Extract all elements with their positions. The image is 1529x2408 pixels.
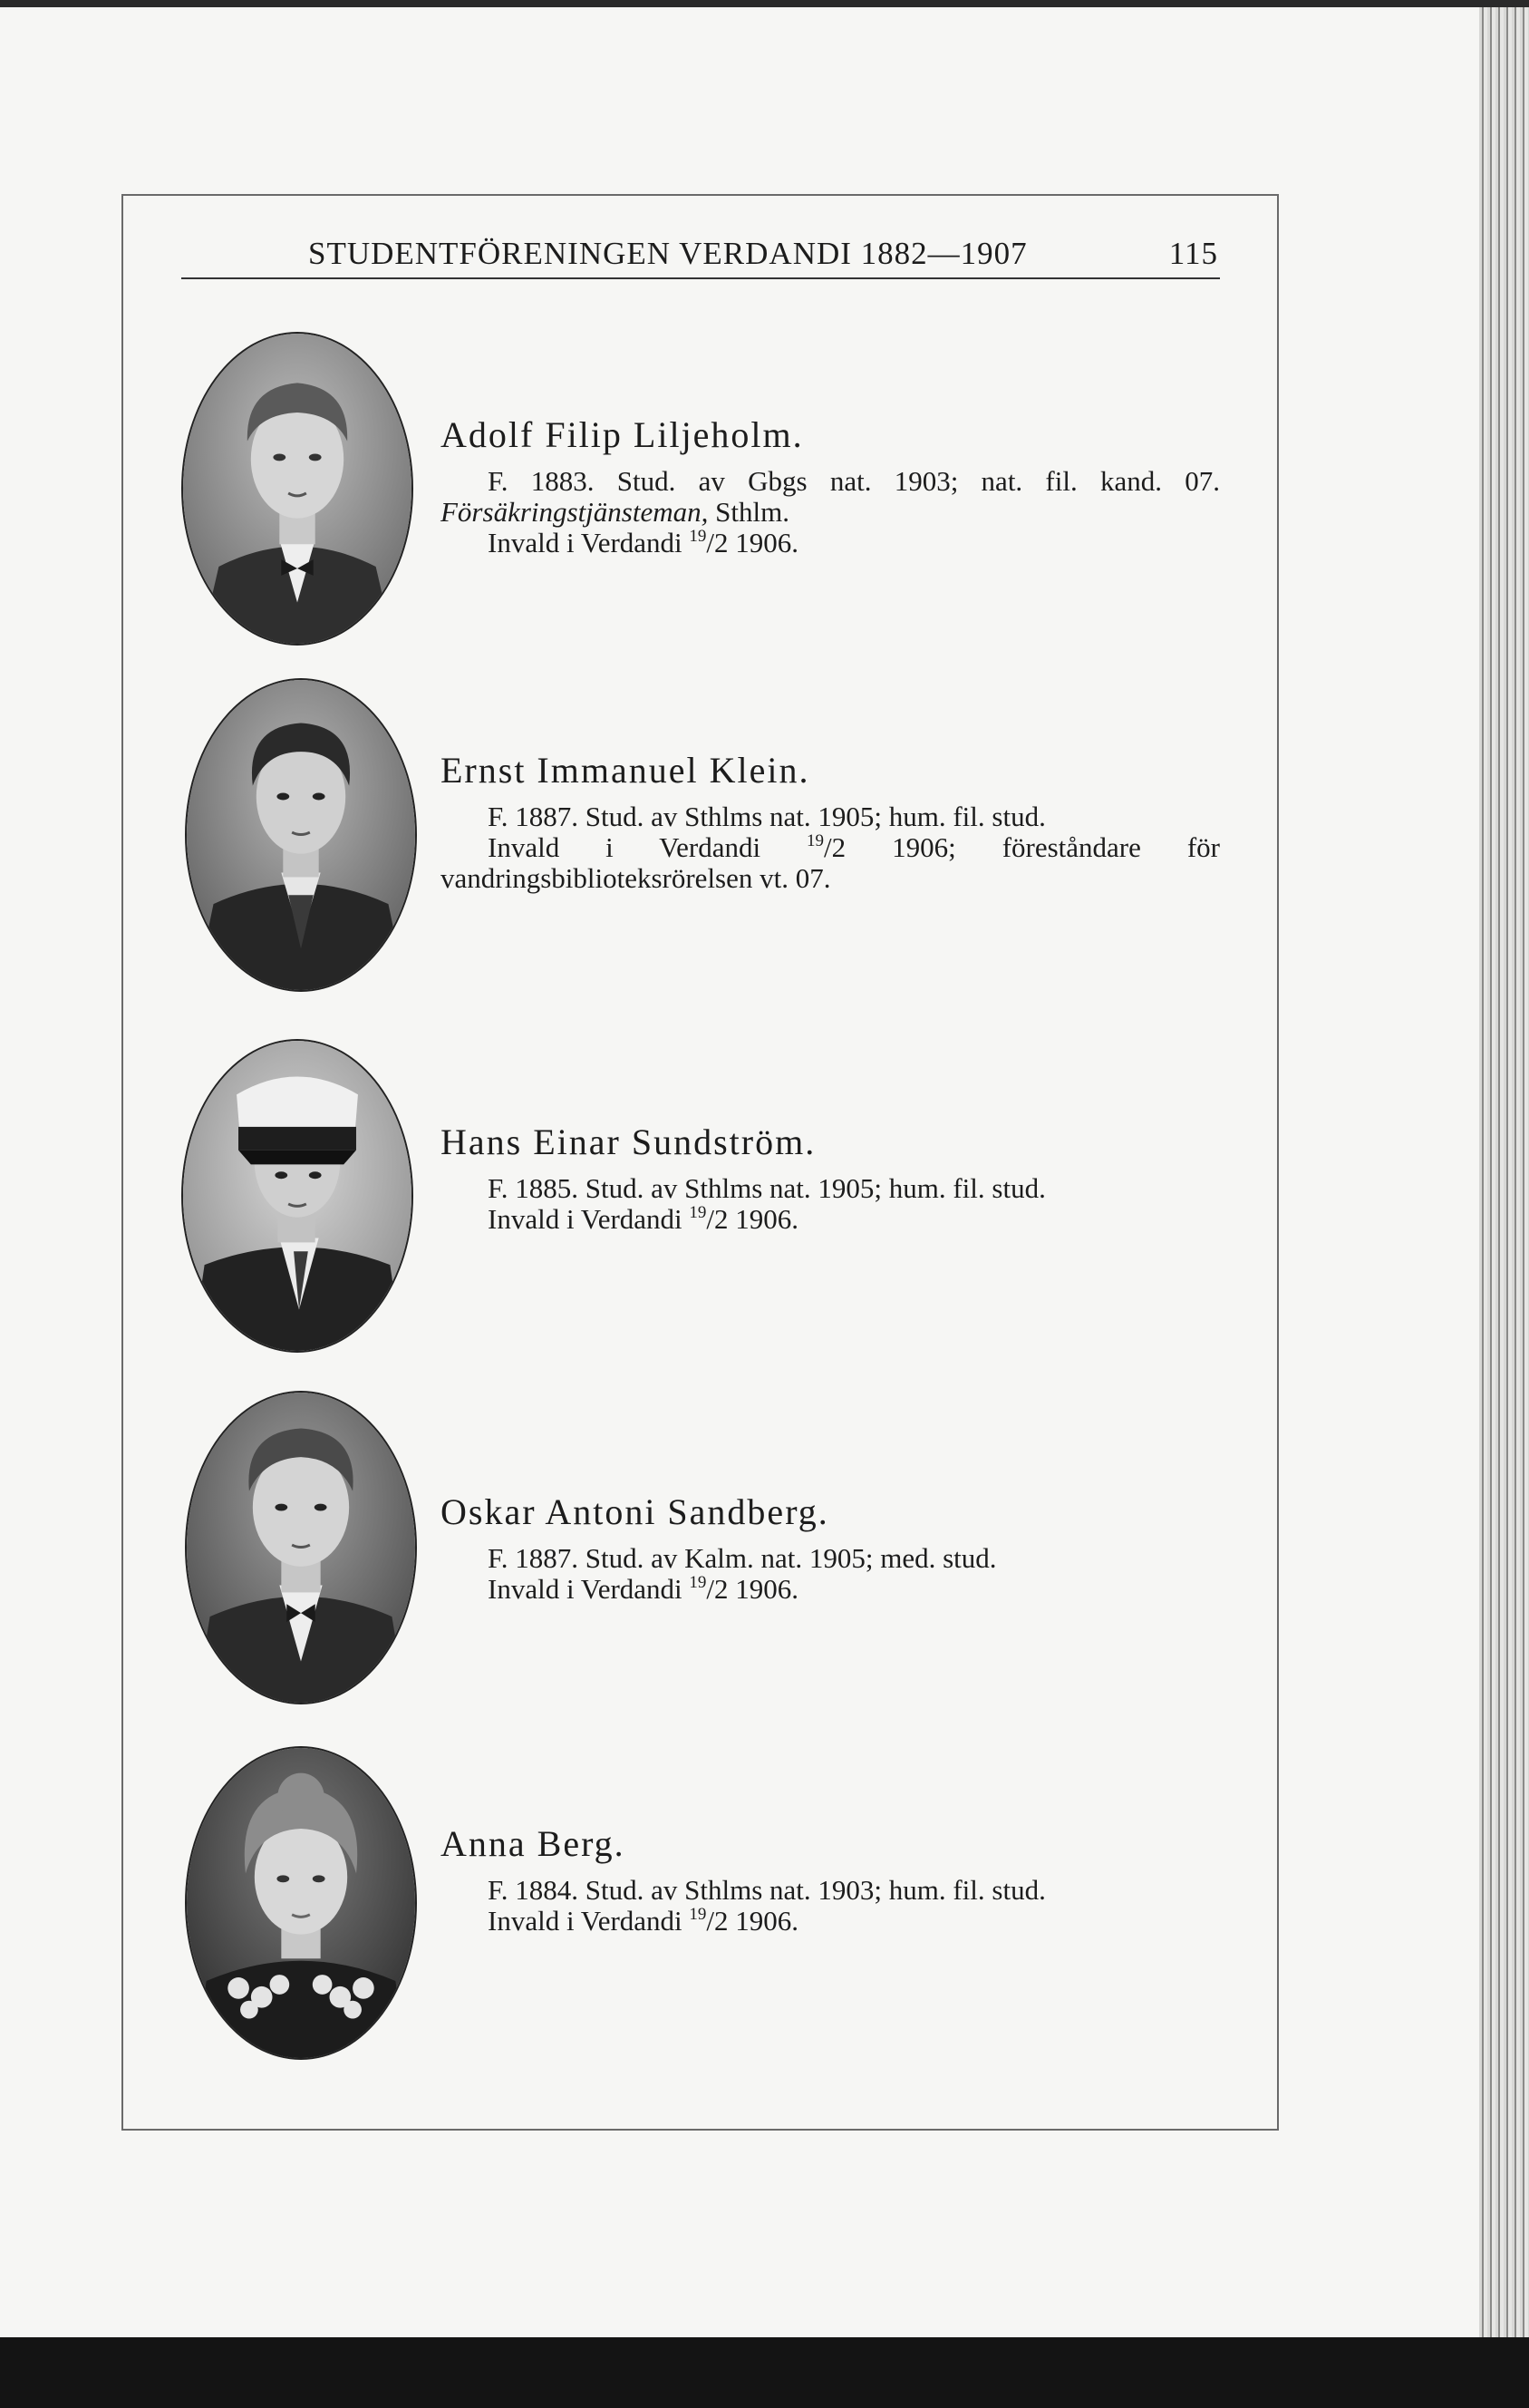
entry-biography-text: F. 1887. Stud. av Kalm. nat. 1905; med. stud. — [488, 1542, 997, 1574]
entry-biography — [440, 1173, 1220, 1204]
entry-adolf-filip-liljeholm — [440, 413, 1220, 558]
entry-biography-text: F. 1887. Stud. av Sthlms nat. 1905; hum. fil. stud. — [488, 801, 1046, 832]
portrait-photo-image — [183, 334, 411, 644]
membership-prefix: Invald i Verdandi — [488, 1573, 690, 1605]
portrait-photo-image — [187, 1748, 415, 2058]
entry-membership — [440, 1574, 1220, 1605]
entry-biography-text: F. 1883. Stud. av Gbgs nat. 1903; nat. fil. kand. 07. — [488, 465, 1220, 497]
membership-date: /2 1906. — [706, 1203, 799, 1235]
portrait-photo — [185, 1391, 417, 1704]
entry-biography — [440, 801, 1220, 832]
entry-biography — [440, 466, 1220, 528]
page-number: 115 — [1168, 236, 1218, 271]
entry-name: Hans Einar Sundström. — [440, 1121, 817, 1162]
scan-bottom-edge — [0, 2337, 1529, 2408]
scan-top-edge — [0, 0, 1529, 7]
entry-name: Ernst Immanuel Klein. — [440, 750, 810, 791]
entry-name: Adolf Filip Liljeholm. — [440, 414, 804, 455]
membership-day: 19 — [689, 527, 707, 546]
entry-name: Anna Berg. — [440, 1823, 625, 1864]
membership-date: /2 1906. — [706, 527, 799, 558]
entry-occupation: Försäkringstjänsteman, — [440, 496, 709, 528]
entry-oskar-antoni-sandberg — [440, 1490, 1220, 1605]
entry-biography — [440, 1875, 1220, 1906]
running-head-title: STUDENTFÖRENINGEN VERDANDI 1882—1907 — [308, 236, 1028, 271]
membership-day: 19 — [689, 1905, 707, 1924]
membership-prefix: Invald i Verdandi — [488, 1203, 690, 1235]
running-head — [181, 228, 1220, 279]
membership-prefix: Invald i Verdandi — [488, 1905, 690, 1937]
portrait-photo — [185, 678, 417, 992]
entry-ernst-immanuel-klein — [440, 749, 1220, 894]
entry-hans-einar-sundstrom — [440, 1121, 1220, 1235]
membership-prefix: Invald i Verdandi — [488, 831, 808, 863]
membership-date: /2 1906. — [706, 1905, 799, 1937]
entry-biography — [440, 1543, 1220, 1574]
entry-biography-text: F. 1884. Stud. av Sthlms nat. 1903; hum. fil. stud. — [488, 1874, 1046, 1906]
portrait-photo-image — [187, 1393, 415, 1703]
portrait-photo — [185, 1746, 417, 2060]
membership-date: /2 1906; föreståndare för vandringsbiblioteksrörelsen vt. 07. — [440, 831, 1220, 894]
entry-membership — [440, 1906, 1220, 1937]
entry-anna-berg — [440, 1822, 1220, 1937]
entry-membership — [440, 528, 1220, 558]
portrait-photo-image — [187, 680, 415, 990]
membership-prefix: Invald i Verdandi — [488, 527, 690, 558]
entry-name: Oskar Antoni Sandberg. — [440, 1491, 829, 1532]
portrait-photo — [181, 1039, 413, 1353]
entry-membership — [440, 1204, 1220, 1235]
membership-day: 19 — [689, 1203, 707, 1222]
portrait-photo — [181, 332, 413, 646]
membership-date: /2 1906. — [706, 1573, 799, 1605]
membership-day: 19 — [807, 831, 825, 850]
portrait-photo-image — [183, 1041, 411, 1351]
entry-biography-place: Sthlm. — [708, 496, 789, 528]
book-page-edges — [1479, 7, 1529, 2337]
membership-day: 19 — [689, 1573, 707, 1592]
entry-membership — [440, 832, 1220, 894]
entry-biography-text: F. 1885. Stud. av Sthlms nat. 1905; hum. fil. stud. — [488, 1172, 1046, 1204]
